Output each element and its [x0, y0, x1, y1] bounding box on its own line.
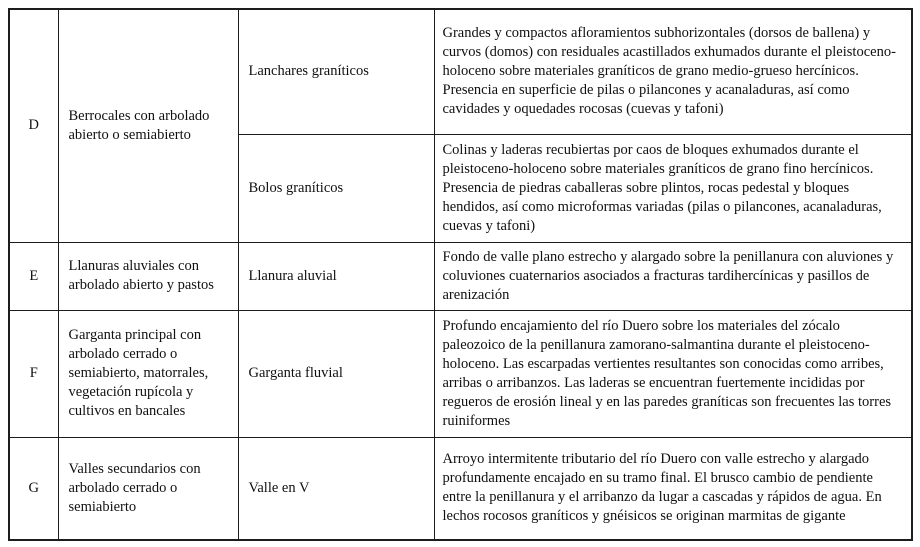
unit-name-llanura: Llanura aluvial	[238, 242, 434, 310]
unit-letter-d: D	[9, 9, 58, 242]
landscape-g: Valles secundarios con arbolado cerrado o semiabierto	[58, 437, 238, 540]
table-row-f	[9, 310, 912, 437]
unit-name-bolos: Bolos graníticos	[238, 134, 434, 242]
unit-name-lanchares: Lanchares graníticos	[238, 9, 434, 134]
description-lanchares: Grandes y compactos afloramientos subhorizontales (dorsos de ballena) y curvos (domos) con residuales acastillados exhumados durante el pleistoceno-holoceno sobre materiales graníticos de grano medio-grueso hercínicos. Presencia en superficie de pilas o pilancones y acanaladuras, así como cavidades y oquedades rocosas (cuevas y tafoni)	[434, 9, 912, 134]
description-garganta: Profundo encajamiento del río Duero sobre los materiales del zócalo paleozoico de la penillanura zamorano-salmantina durante el pleistoceno-holoceno. Las escarpadas vertientes resultantes son conocidas como arribes, arribas o arribanzos. Las laderas se encuentran fuertemente incididas por regueros de erosión lineal y en las paredes graníticas son frecuentes las torres ruiniformes	[434, 310, 912, 437]
landscape-d: Berrocales con arbolado abierto o semiabierto	[58, 9, 238, 242]
table-row-g	[9, 437, 912, 540]
table-row-e	[9, 242, 912, 310]
description-bolos: Colinas y laderas recubiertas por caos de bloques exhumados durante el pleistoceno-holoceno sobre materiales graníticos de grano fino hercínicos. Presencia de piedras caballeras sobre plintos, rocas pedestal y bloques hendidos, así como microformas variadas (pilas o pilancones, acanaladuras, cuevas y tafoni)	[434, 134, 912, 242]
landscape-e: Llanuras aluviales con arbolado abierto y pastos	[58, 242, 238, 310]
unit-letter-e: E	[9, 242, 58, 310]
unit-name-garganta: Garganta fluvial	[238, 310, 434, 437]
table-row-d-lanchares	[9, 9, 912, 134]
unit-letter-f: F	[9, 310, 58, 437]
unit-name-valle: Valle en V	[238, 437, 434, 540]
geomorphology-table	[8, 8, 913, 541]
unit-letter-g: G	[9, 437, 58, 540]
landscape-f: Garganta principal con arbolado cerrado o semiabierto, matorrales, vegetación rupícola y cultivos en bancales	[58, 310, 238, 437]
description-valle: Arroyo intermitente tributario del río Duero con valle estrecho y alargado profundamente encajado en su tramo final. El brusco cambio de pendiente entre la penillanura y el arribanzo da lugar a cascadas y rápidos de agua. En lechos rocosos graníticos y gnéisicos se originan marmitas de gigante	[434, 437, 912, 540]
description-llanura: Fondo de valle plano estrecho y alargado sobre la penillanura con aluviones y coluviones cuaternarios asociados a fracturas tardihercínicas y pasillos de arenización	[434, 242, 912, 310]
